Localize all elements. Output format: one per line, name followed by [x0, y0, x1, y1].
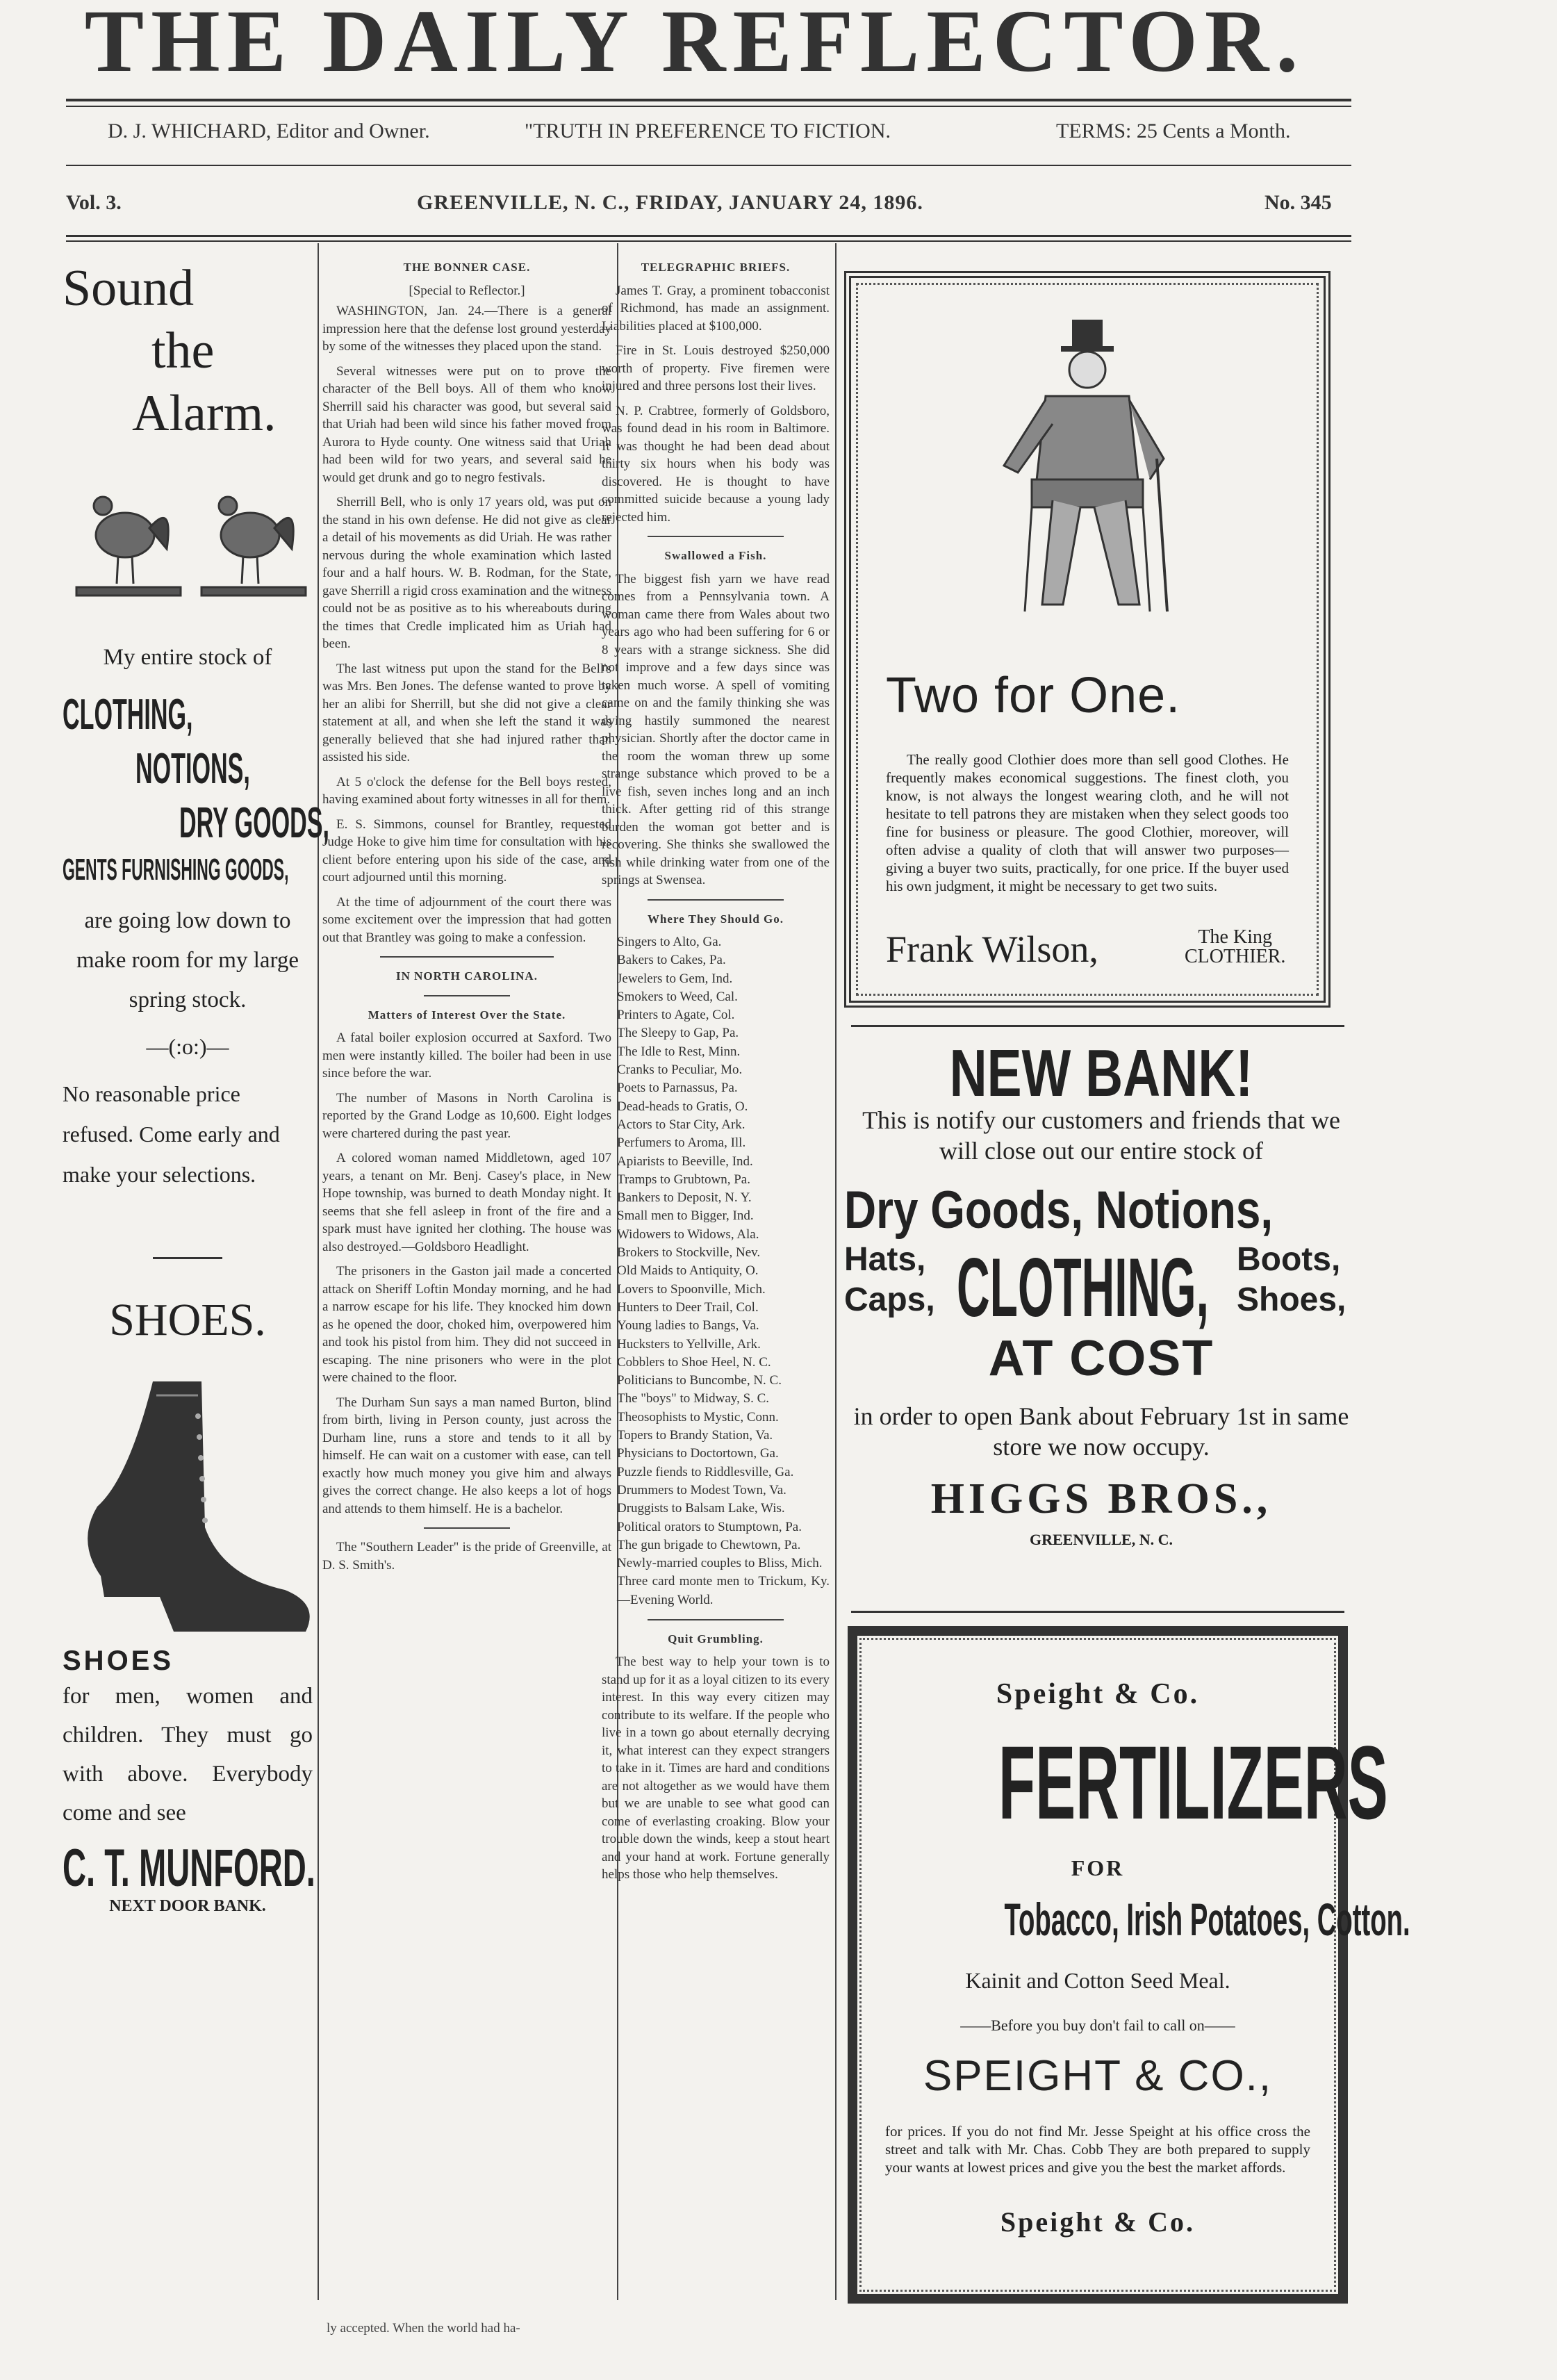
where-item: Young ladies to Bangs, Va.	[617, 1318, 759, 1333]
ad-stock-intro: My entire stock of	[103, 645, 272, 670]
ad-alarm: Alarm.	[132, 385, 277, 442]
rooster-icon	[76, 497, 181, 596]
editor-line: D. J. WHICHARD, Editor and Owner.	[108, 120, 430, 142]
wilson-name: Frank Wilson,	[886, 928, 1098, 970]
where-item: Theosophists to Mystic, Conn.	[617, 1409, 779, 1425]
speight-kainit: Kainit and Cotton Seed Meal.	[965, 1968, 1230, 1993]
nc-paragraph: The number of Masons in North Carolina is reported by the Grand Lodge as 10,600. Eight lodges were chartered during the past year.	[322, 1090, 611, 1141]
where-item: Topers to Brandy Station, Va.	[617, 1428, 773, 1443]
fish-text: The biggest fish yarn we have read comes from a Pennsylvania town. A woman came there from Wales about two years ago who had been suffering for 6 or 8 years with a strange sickness. She did not improve and a few days since was taken much worse. A spell of vomiting came on and the family thinking she was dying hastily summoned the nearest physician. Shortly after the doctor came in the room the woman threw up some strange substance which proved to be a live fish, seven inches long and an inch thick. After getting rid of this strange burden the woman got better and is recovering. She thinks she swallowed the fish while drinking water from one of the springs at Swensea.	[602, 571, 830, 887]
separator	[424, 995, 511, 996]
nc-bottom-fragment: ly accepted. When the world had ha-	[327, 2321, 520, 2336]
ad-notions: NOTIONS,	[135, 745, 250, 793]
nc-paragraph: The prisoners in the Gaston jail made a concerted attack on Sheriff Loftin Monday morning, and he had a narrow escape for his life. They knocked him down as he opened the door, choked him, overpowered him and took his pistol from him. They did not succeed in escaping. The nine prisoners who were in the plot were chained to the floor.	[322, 1264, 611, 1385]
where-item: Perfumers to Aroma, Ill.	[617, 1135, 746, 1151]
bank-at-cost: AT COST	[988, 1331, 1214, 1386]
where-item: Old Maids to Antiquity, O.	[617, 1263, 759, 1279]
speight-before: ——Before you buy don't fail to call on——	[960, 2017, 1235, 2034]
speight-for: FOR	[1071, 1855, 1125, 1880]
where-item: Lovers to Spoonville, Mich.	[617, 1281, 766, 1297]
bonner-special: [Special to Reflector.]	[409, 283, 525, 298]
where-item: The Idle to Rest, Minn.	[617, 1044, 741, 1059]
column-briefs	[602, 250, 830, 2304]
bank-town: GREENVILLE, N. C.	[1030, 1531, 1173, 1548]
telegraphic-paragraph: Fire in St. Louis destroyed $250,000 worth of property. Five firemen were injured and three persons lost their lives.	[602, 343, 830, 393]
where-item: The "boys" to Midway, S. C.	[617, 1391, 770, 1406]
where-item: The gun brigade to Chewtown, Pa.	[617, 1537, 801, 1552]
ad-rule	[851, 1611, 1344, 1613]
volume: Vol. 3.	[66, 191, 122, 214]
ad-divider	[153, 1257, 222, 1259]
ad-shoes-title: SHOES.	[109, 1295, 266, 1345]
where-item: Drummers to Modest Town, Va.	[617, 1482, 786, 1497]
nc-paragraph: The "Southern Leader" is the pride of Greenville, at D. S. Smith's.	[322, 1540, 611, 1573]
ad-ornament: —(:o:)—	[146, 1034, 229, 1059]
bonner-paragraph: At the time of adjournment of the court there was some excitement over the impression that had gotten out that Brantley was going to make a confession.	[322, 894, 611, 945]
issue-number: No. 345	[1264, 191, 1332, 214]
ad-shoes-text: for men, women and children. They must go with above. Everybody come and see	[63, 1684, 313, 1825]
where-list	[602, 933, 830, 1609]
grumbling-heading: Quit Grumbling.	[668, 1632, 764, 1646]
ad-rule	[851, 1025, 1344, 1027]
bonner-paragraph: E. S. Simmons, counsel for Brantley, requested Judge Hoke to give him time for consultation with his client before entering upon his side of the case, and court adjourned until this morning.	[322, 816, 611, 885]
nc-paragraph: A colored woman named Middletown, aged 107 years, a tenant on Mr. Benj. Casey's place, in New Hope township, was burned to death Monday night. It seems that she fell asleep in front of the fire and a spark must have ignited her clothing. The house was also destroyed.—Goldsboro Headlight.	[322, 1151, 611, 1254]
masthead-rule-top-thin	[66, 106, 1351, 107]
separator	[424, 1527, 511, 1529]
nc-paragraph: A fatal boiler explosion occurred at Saxford. Two men were instantly killed. The boiler had been in use since before the war.	[322, 1031, 611, 1081]
bonner-paragraph: The last witness put upon the stand for the Bell's was Mrs. Ben Jones. The defense wanted to prove by her an alibi for Sherrill, but she did not give a clear statement at all, and when she left the stand it was generally believed that she had injured rather than assisted his side.	[322, 661, 611, 764]
where-item: Bakers to Cakes, Pa.	[617, 953, 726, 968]
motto: "TRUTH IN PREFERENCE TO FICTION.	[525, 120, 891, 142]
where-item: Three card monte men to Trickum, Ky.—Evening World.	[617, 1574, 830, 1607]
masthead-rule-mid	[66, 165, 1351, 166]
where-item: Small men to Bigger, Ind.	[617, 1208, 754, 1224]
nc-heading: IN NORTH CAROLINA.	[396, 969, 538, 983]
wilson-tag-line1: The King	[1198, 926, 1272, 948]
wilson-tag	[1185, 928, 1285, 967]
speight-fertilizers: FERTILIZERS	[998, 1724, 1388, 1841]
ad-sound: Sound	[63, 260, 195, 317]
ad-the: the	[151, 322, 215, 379]
nc-paragraph: The Durham Sun says a man named Burton, blind from birth, living in Person county, just across the Durham line, runs a store and tends to it all by himself. He can wait on a customer with ease, can tell exactly how much money you give him and always gives the correct change. He also keeps a lot of hogs and attends to them himself. He is a bachelor.	[322, 1395, 611, 1516]
telegraphic-paragraph: N. P. Crabtree, formerly of Goldsboro, was found dead in his room in Baltimore. It was thought he had been dead about thirty six hours when his body was discovered. He is thought to have committed suicide because a young lady rejected him.	[602, 403, 830, 525]
separator	[648, 1619, 784, 1620]
masthead-title: THE DAILY REFLECTOR.	[84, 0, 1305, 90]
bank-hats: Hats,	[844, 1241, 926, 1278]
where-item: Cranks to Peculiar, Mo.	[617, 1062, 743, 1078]
where-item: Poets to Parnassus, Pa.	[617, 1081, 738, 1096]
where-item: Jewelers to Gem, Ind.	[617, 971, 733, 986]
separator	[648, 899, 784, 901]
bank-ad	[844, 1035, 1358, 1605]
bank-firm: HIGGS BROS.,	[930, 1475, 1272, 1523]
fish-heading: Swallowed a Fish.	[664, 549, 767, 562]
masthead-rule-bottom-thin	[66, 240, 1351, 242]
ad-shoes-label: SHOES	[63, 1646, 174, 1676]
where-item: Physicians to Doctortown, Ga.	[617, 1446, 779, 1461]
speight-bottom: Speight & Co.	[1000, 2206, 1196, 2238]
where-item: Puzzle fiends to Riddlesville, Ga.	[617, 1464, 794, 1479]
bank-boots: Boots,	[1237, 1241, 1341, 1278]
separator	[648, 536, 784, 537]
telegraphic-heading: TELEGRAPHIC BRIEFS.	[641, 261, 791, 274]
ad-location: NEXT DOOR BANK.	[109, 1897, 266, 1915]
grumbling-text: The best way to help your town is to stand up for it as a loyal citizen to its every interest. In this way every citizen may contribute to its welfare. If the people who live in a town go about eternally decrying it, what interest can they expect strangers to take in it. Times are hard and conditions are not altogether as we would have them but we are unable to see what good can come of everlasting croaking. Blow your trouble down the winds, keep a stout heart and your hand at work. Fortune generally helps those who help themselves.	[602, 1655, 830, 1882]
where-item: Tramps to Grubtown, Pa.	[617, 1172, 750, 1187]
where-item: Smokers to Weed, Cal.	[617, 989, 738, 1004]
bonner-paragraph: Sherrill Bell, who is only 17 years old, was put on the stand in his own defense. He did not give as clear a detail of his movements as did Uriah. He was rather nervous during the whole examination which lasted four and a half hours. W. B. Rodman, for the State, gave Sherrill a rigid cross examination and the witness could not be as positive as to his whereabouts during the times that Credle implicated him as Uriah had been.	[322, 495, 611, 651]
where-item: Bankers to Deposit, N. Y.	[617, 1190, 752, 1206]
ad-clothing: CLOTHING,	[63, 691, 193, 739]
where-item: Druggists to Balsam Lake, Wis.	[617, 1501, 785, 1516]
where-item: The Sleepy to Gap, Pa.	[617, 1026, 739, 1041]
where-item: Hunters to Deer Trail, Col.	[617, 1299, 759, 1315]
nc-subheading: Matters of Interest Over the State.	[368, 1008, 566, 1021]
where-item: Singers to Alto, Ga.	[617, 935, 722, 949]
bonner-heading: THE BONNER CASE.	[403, 261, 531, 274]
where-item: Hucksters to Yellville, Ark.	[617, 1336, 761, 1352]
bank-goods: Dry Goods, Notions,	[844, 1181, 1274, 1240]
where-item: Widowers to Widows, Ala.	[617, 1226, 759, 1242]
bank-open: in order to open Bank about February 1st in same store we now occupy.	[853, 1402, 1349, 1461]
speight-ad	[848, 1626, 1410, 2304]
munford-ad	[63, 257, 330, 2307]
where-item: Cobblers to Shoe Heel, N. C.	[617, 1354, 771, 1370]
where-item: Politicians to Buncombe, N. C.	[617, 1373, 782, 1388]
ad-merchant: C. T. MUNFORD.	[63, 1839, 315, 1898]
ad-refused: No reasonable price refused. Come early and make your selections.	[63, 1081, 280, 1187]
speight-top: Speight & Co.	[996, 1678, 1200, 1710]
wilson-tag-line2: CLOTHIER.	[1185, 946, 1286, 967]
where-item: Dead-heads to Gratis, O.	[617, 1099, 748, 1114]
rooster-icon	[201, 497, 306, 596]
bank-intro: This is notify our customers and friends that we will close out our entire stock of	[862, 1106, 1340, 1165]
masthead-rule-bottom	[66, 235, 1351, 237]
telegraphic-paragraph: James T. Gray, a prominent tobacconist of Richmond, has made an assignment. Liabilities placed at $100,000.	[602, 283, 830, 334]
bank-shoes: Shoes,	[1237, 1281, 1346, 1318]
where-item: Political orators to Stumptown, Pa.	[617, 1519, 802, 1534]
bonner-paragraph: Several witnesses were put on to prove the character of the Bell boys. All of them who know Sherrill said his character was good, but several said that Uriah had been wild since his father moved from Aurora to Hyde county. One witness said that Uriah had been wild for two years, and several said he would get drunk and go to negro festivals.	[322, 363, 611, 485]
wilson-text: The really good Clothier does more than sell good Clothes. He frequently makes economical suggestions. The finest cloth, you know, is not always the longest wearing cloth, and he will not hesitate to tell patrons they are mistaken when they select goods too fine for business or pleasure. The good Clothier, moreover, will often advise a quality of cloth that will answer two purposes—giving a buyer two suits, practically, for one price. If the buyer used his own judgment, it might be necessary to get two suits.	[886, 751, 1289, 894]
wilson-ad	[844, 271, 1331, 1008]
where-item: Actors to Star City, Ark.	[617, 1117, 745, 1132]
bank-clothing: CLOTHING,	[957, 1241, 1209, 1334]
where-heading: Where They Should Go.	[647, 912, 784, 926]
ad-gents: GENTS FURNISHING GOODS,	[63, 853, 289, 887]
terms: TERMS: 25 Cents a Month.	[1056, 120, 1291, 142]
ad-dry-goods: DRY GOODS,	[179, 799, 330, 847]
where-item: Apiarists to Beeville, Ind.	[617, 1154, 753, 1169]
speight-details: for prices. If you do not find Mr. Jesse Speight at his office cross the street and talk with Mr. Chas. Cobb They are both prepared to supply your wants at lowest prices and give you the best the market affords.	[885, 2123, 1310, 2176]
masthead-rule-top	[66, 99, 1351, 101]
where-item: Brokers to Stockville, Nev.	[617, 1245, 761, 1261]
speight-crops: Tobacco, Irish Potatoes, Cotton.	[1004, 1894, 1410, 1945]
roosters-illustration	[63, 459, 313, 639]
ad-going: are going low down to make room for my large spring stock.	[76, 908, 299, 1012]
seated-man-illustration	[983, 320, 1192, 625]
bonner-paragraph: WASHINGTON, Jan. 24.—There is a general impression here that the defense lost ground yesterday by some of the witnesses they placed upon the stand.	[322, 304, 611, 354]
separator	[380, 956, 554, 958]
speight-firm: SPEIGHT & CO.,	[923, 2052, 1273, 2100]
bonner-paragraph: At 5 o'clock the defense for the Bell boys rested, having examined about forty witnesses in all for them.	[322, 774, 611, 807]
column-bonner-nc	[322, 250, 611, 2304]
bank-headline: NEW BANK!	[949, 1036, 1253, 1110]
boot-icon	[63, 1368, 313, 1646]
column-rule-1	[318, 243, 319, 2300]
dateline: GREENVILLE, N. C., FRIDAY, JANUARY 24, 1896.	[417, 191, 923, 214]
column-rule-3	[835, 243, 837, 2300]
bank-caps: Caps,	[844, 1281, 935, 1318]
wilson-headline: Two for One.	[886, 668, 1181, 723]
where-item: Printers to Agate, Col.	[617, 1008, 735, 1023]
where-item: Newly-married couples to Bliss, Mich.	[617, 1556, 823, 1571]
